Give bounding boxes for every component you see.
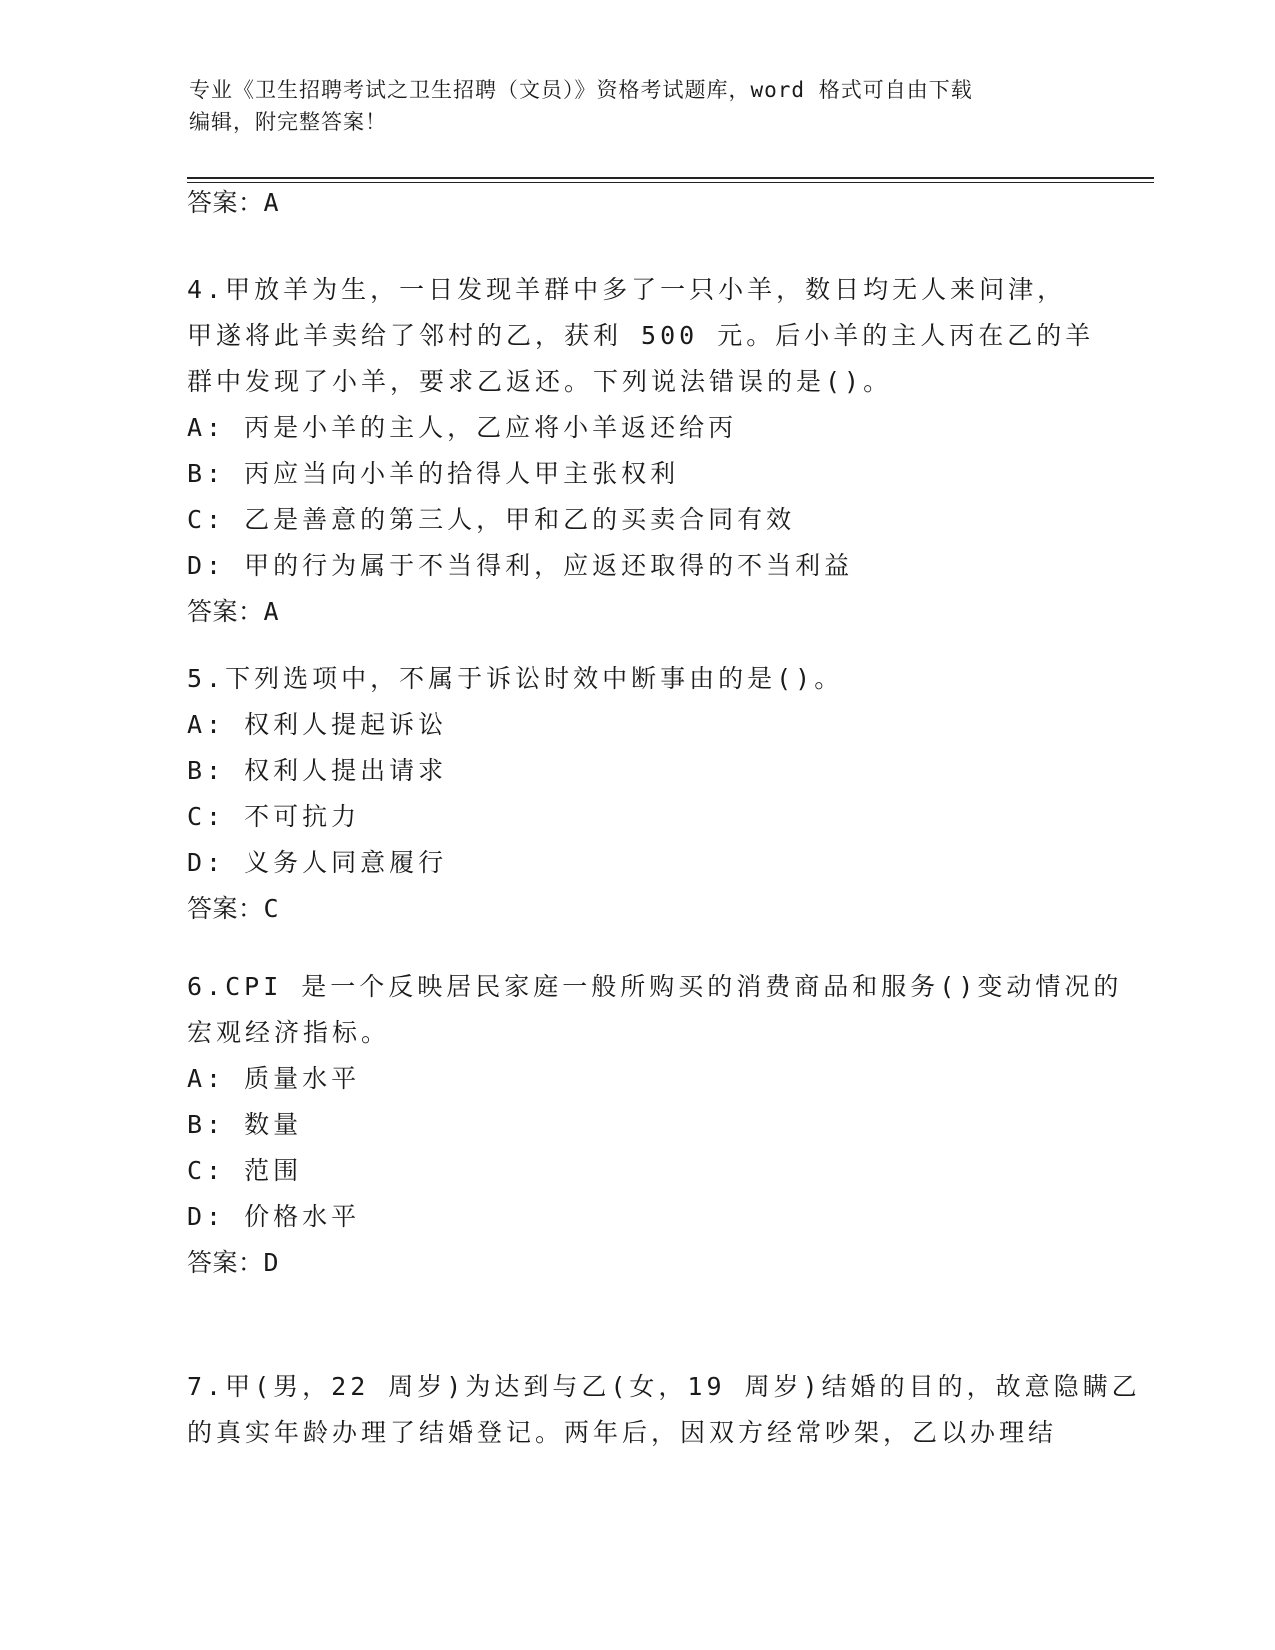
option-a: A: 丙是小羊的主人，乙应将小羊返还给丙 (187, 413, 738, 442)
question-text-line: 5.下列选项中，不属于诉讼时效中断事由的是()。 (187, 664, 844, 693)
document-header (189, 74, 1069, 138)
question-text-line: 群中发现了小羊，要求乙返还。下列说法错误的是()。 (187, 367, 893, 396)
option-d: D: 义务人同意履行 (187, 848, 448, 877)
header-line-1: 专业《卫生招聘考试之卫生招聘（文员）》资格考试题库，word 格式可自由下载 (189, 78, 973, 102)
option-a: A: 权利人提起诉讼 (187, 710, 448, 739)
option-d: D: 甲的行为属于不当得利，应返还取得的不当利益 (187, 551, 854, 580)
answer-value: C (263, 894, 280, 923)
answer-value: A (263, 597, 280, 626)
question-text-line: 7.甲(男，22 周岁)为达到与乙(女，19 周岁)结婚的目的，故意隐瞒乙 (187, 1372, 1141, 1401)
question-text-line: 宏观经济指标。 (187, 1018, 391, 1047)
answer-value: D (263, 1248, 280, 1277)
option-c: C: 范围 (187, 1156, 303, 1185)
answer-q6 (187, 1240, 1087, 1286)
answer-q5 (187, 886, 1087, 932)
answer-label: 答案： (187, 1248, 264, 1277)
option-c: C: 不可抗力 (187, 802, 361, 831)
question-text-line: 6.CPI 是一个反映居民家庭一般所购买的消费商品和服务()变动情况的 (187, 972, 1123, 1001)
question-text-line: 4.甲放羊为生，一日发现羊群中多了一只小羊，数日均无人来问津， (187, 275, 1067, 304)
option-c: C: 乙是善意的第三人，甲和乙的买卖合同有效 (187, 505, 796, 534)
option-d: D: 价格水平 (187, 1202, 361, 1231)
question-5 (187, 656, 1087, 932)
header-line-2: 编辑，附完整答案！ (189, 110, 387, 134)
option-b: B: 权利人提出请求 (187, 756, 448, 785)
answer-q4 (187, 589, 1087, 635)
question-6 (187, 964, 1123, 1286)
header-divider-thick (187, 177, 1154, 179)
question-text-line: 甲遂将此羊卖给了邻村的乙，获利 500 元。后小羊的主人丙在乙的羊 (187, 321, 1095, 350)
answer-label: 答案： (187, 894, 264, 923)
answer-value: A (263, 188, 280, 217)
question-7 (187, 1364, 1141, 1456)
option-b: B: 丙应当向小羊的拾得人甲主张权利 (187, 459, 680, 488)
answer-label: 答案： (187, 597, 264, 626)
option-a: A: 质量水平 (187, 1064, 361, 1093)
question-4 (187, 267, 1095, 635)
option-b: B: 数量 (187, 1110, 303, 1139)
answer-label: 答案： (187, 188, 264, 217)
question-text-line: 的真实年龄办理了结婚登记。两年后，因双方经常吵架，乙以办理结 (187, 1418, 1058, 1447)
answer-q3 (187, 180, 1087, 226)
